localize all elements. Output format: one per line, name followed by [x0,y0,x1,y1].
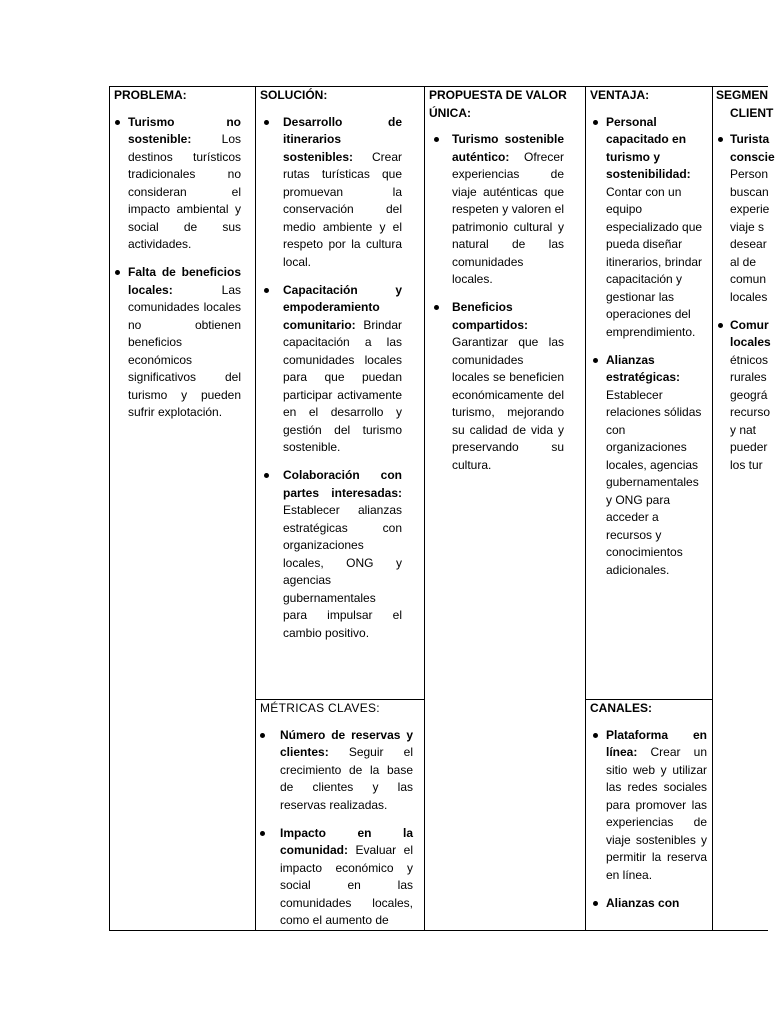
item-description: Contar con un equipo especializado que pueda diseñar itinerarios, brindar capacitación y gestionar las operaciones del emprendimiento. [606,184,703,339]
list-item [256,114,424,272]
bullet-icon [115,120,120,125]
list-item [586,114,712,342]
item-description: Ofrecer experiencias de viaje auténticas que respeten y valoren el patrimonio cultural y natural de las comunidades locales. [452,149,564,286]
bullet-icon [593,733,598,738]
channels-list [586,727,712,913]
bullet-icon [593,358,598,363]
cell-title: MÉTRICAS CLAVES: [260,701,380,715]
item-heading: Beneficios compartidos: [452,300,529,332]
cell-title: VENTAJA: [590,88,650,102]
bullet-icon [434,137,439,142]
item-heading: Turista conscie [730,132,775,164]
bullet-icon [593,901,598,906]
table-bottom-border [109,930,768,931]
channels-cell [585,699,712,930]
item-description: Establecer relaciones sólidas con organizaciones locales, agencias gubernamentales y ONG para acceder a recursos y conocimientos adicionales. [606,387,702,577]
value-proposition-list [425,131,585,474]
item-description: Crear un sitio web y utilizar las redes sociales para promover las experiencias de viaje sostenibles y permitir la reserva en línea. [606,745,707,882]
item-description: Las comunidades locales no obtienen beneficios económicos significativos del turismo y pueden sufrir explotación. [128,282,241,419]
list-item [425,299,585,474]
bullet-icon [593,120,598,125]
solution-cell [255,86,424,699]
bullet-icon [718,323,723,328]
item-heading: Desarrollo de itinerarios sostenibles: [283,114,402,164]
bullet-icon [434,305,439,310]
cell-title: CANALES: [590,701,652,715]
item-description: Garantizar que las comunidades locales se beneficien económicamente del turismo, mejorando su calidad de vida y preservando su cultura. [452,335,564,472]
solution-list [256,114,424,643]
bullet-icon [264,120,269,125]
item-heading: Colaboración con partes interesadas: [283,468,402,500]
list-item [586,352,712,580]
item-description: Evaluar el impacto económico y social en las comunidades locales, como el aumento de [280,843,413,927]
cell-title-line: SEGMEN [716,88,769,102]
list-item [425,131,585,289]
item-description: Establecer alianzas estratégicas con organizaciones locales, ONG y agencias gubernamentales para impulsar el cambio positivo. [283,503,402,640]
item-heading: Alianzas estratégicas: [606,352,681,384]
cell-title: PROPUESTA DE VALOR ÚNICA: [429,88,567,120]
problem-list [110,114,255,422]
item-description: Crear rutas turísticas que promuevan la conservación del medio ambiente y el respeto por la cultura local. [283,149,402,269]
item-description: étnicos rurales geográ recurso y nat pueder los tur [730,352,771,472]
item-heading: Turismo sostenible auténtico: [452,132,564,164]
unique-value-proposition-cell [424,86,585,930]
key-metrics-list [256,727,424,930]
item-description: Brindar capacitación a las comunidades locales para que puedan participar activamente en el desarrollo y gestión del turismo sostenible. [283,317,402,454]
list-item [256,467,424,642]
item-heading: Falta de beneficios locales: [128,265,241,297]
list-item [256,282,424,457]
item-heading: Impacto en la comunidad: [280,825,413,857]
list-item [586,727,712,885]
list-item [110,114,255,254]
cell-title-line: CLIENT [730,105,774,120]
list-item [256,825,424,930]
item-heading: Comur locales [730,317,771,349]
item-heading: Turismo no sostenible: [128,114,241,146]
item-description: Seguir el crecimiento de la base de clientes y las reservas realizadas. [280,745,413,812]
item-description: Person buscan experie viaje s desear al de comun locales [730,167,770,304]
bullet-icon [264,473,269,478]
list-item [713,317,771,475]
segments-list [713,131,775,474]
item-heading: Alianzas con [606,895,680,910]
cell-title: SOLUCIÓN: [260,88,328,102]
cell-title: PROBLEMA: [114,88,187,102]
bullet-icon [260,831,265,836]
list-item [256,727,424,815]
list-item [586,895,712,913]
unfair-advantage-cell [585,86,712,699]
item-heading: Plataforma en línea: [606,727,707,759]
item-heading: Personal capacitado en turismo y sostenibilidad: [606,114,691,181]
item-description: Los destinos turísticos tradicionales no consideran el impacto ambiental y social de sus actividades. [128,132,241,251]
list-item [713,131,775,306]
item-heading: Número de reservas y clientes: [280,727,413,759]
bullet-icon [115,270,120,275]
bullet-icon [260,733,265,738]
key-metrics-cell [255,699,424,930]
customer-segments-cell [712,86,775,930]
bullet-icon [264,288,269,293]
cell-title [713,87,774,122]
bullet-icon [718,137,723,142]
item-heading: Capacitación y empoderamiento comunitario: [283,282,402,332]
advantage-list [586,114,712,580]
list-item [110,264,255,422]
problem-cell [109,86,255,930]
